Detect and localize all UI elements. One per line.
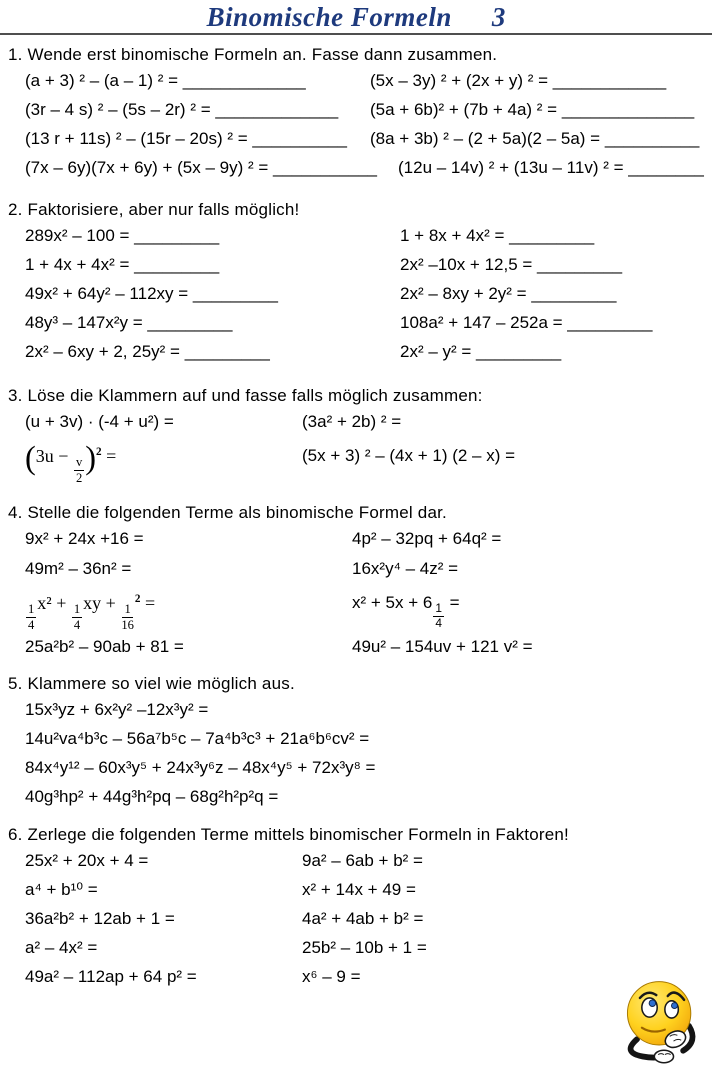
exercise-row [0,338,712,367]
expression-right: 49u² – 154uv + 121 v² = [352,637,533,656]
exercise-row [0,96,712,125]
expression-left: 84x⁴y¹² – 60x³y⁵ + 24x³y⁶z – 48x⁴y⁵ + 72x³y⁸ = [25,758,376,777]
expression-right: 2x² –10x + 12,5 = _________ [400,255,623,274]
expression-right: (5x + 3) ² – (4x + 1) (2 – x) = [302,446,516,465]
exercise-row [0,309,712,338]
expression-right: (12u – 14v) ² + (13u – 11v) ² = ________ [398,158,704,177]
section-3 [0,383,712,486]
exercise-row [0,696,712,725]
expression-left: (a + 3) ² – (a – 1) ² = _____________ [25,71,306,90]
expression-right: 4p² – 32pq + 64q² = [352,529,502,548]
exercise-row [0,408,712,438]
exercise-row [0,934,712,963]
expression-right: 108a² + 147 – 252a = _________ [400,313,653,332]
section-1 [0,42,712,183]
exercise-row [0,963,712,992]
section-heading: 4. Stelle die folgenden Terme als binomische Formel dar. [8,503,447,522]
section-heading: 6. Zerlege die folgenden Terme mittels binomischer Formeln in Faktoren! [8,825,569,844]
expression-right: (5a + 6b)² + (7b + 4a) ² = ______________ [370,100,695,119]
title-text: Binomische Formeln [206,2,452,32]
expression-right: 2x² – 8xy + 2y² = _________ [400,284,617,303]
expression-left: (3u − $\frac{v}{2}$ )$^2$ = [25,440,117,485]
section-rows [0,696,712,812]
exercise-row [0,725,712,754]
expression-right: (3a² + 2b) ² = [302,412,402,431]
expression-left: 36a²b² + 12ab + 1 = [25,909,175,928]
exercise-row [0,438,712,486]
expression-left: (u + 3v) · (-4 + u²) = [25,412,174,431]
expression-right: x⁶ – 9 = [302,967,361,986]
expression-right: 1 + 8x + 4x² = _________ [400,226,595,245]
section-heading: 1. Wende erst binomische Formeln an. Fasse dann zusammen. [8,45,498,64]
expression-right: 9a² – 6ab + b² = [302,851,423,870]
section-6 [0,822,712,992]
exercise-row [0,555,712,585]
expression-left: 49m² – 36n² = [25,559,132,578]
section-4 [0,500,712,663]
expression-left: 2x² – 6xy + 2, 25y² = _________ [25,342,270,361]
expression-left: 15x³yz + 6x²y² –12x³y² = [25,700,209,719]
exercise-row [0,847,712,876]
exercise-row [0,525,712,555]
exercise-row [0,585,712,633]
expression-right: 2x² – y² = _________ [400,342,562,361]
expression-left: (3r – 4 s) ² – (5s – 2r) ² = _____________ [25,100,339,119]
section-rows [0,525,712,663]
exercise-row [0,905,712,934]
expression-left: 1 + 4x + 4x² = _________ [25,255,220,274]
exercise-row [0,783,712,812]
expression-left: a² – 4x² = [25,938,98,957]
expression-left: 49x² + 64y² – 112xy = _________ [25,284,278,303]
expression-right: 4a² + 4ab + b² = [302,909,424,928]
expression-right: (5x – 3y) ² + (2x + y) ² = ____________ [370,71,667,90]
expression-right: 16x²y⁴ – 4z² = [352,559,459,578]
exercise-row [0,754,712,783]
section-heading: 5. Klammere so viel wie möglich aus. [8,674,295,693]
expression-right: x² + 14x + 49 = [302,880,416,899]
exercise-row [0,154,712,183]
expression-left: 48y³ – 147x²y = _________ [25,313,233,332]
expression-left: 14u²va⁴b³c – 56a⁷b⁵c – 7a⁴b³c³ + 21a⁶b⁶cv² = [25,729,370,748]
expression-left: a⁴ + b¹⁰ = [25,880,98,899]
exercise-row [0,633,712,663]
section-5 [0,671,712,812]
section-rows [0,67,712,183]
expression-left: (7x – 6y)(7x + 6y) + (5x – 9y) ² = ___________ [25,158,378,177]
smiley-right-pupil [672,1003,678,1009]
smiley-left-pupil [649,1000,656,1007]
title-divider [0,33,712,35]
expression-left: (13 r + 11s) ² – (15r – 20s) ² = __________ [25,129,347,148]
exercise-row [0,251,712,280]
expression-left: 40g³hp² + 44g³h²pq – 68g²h²p²q = [25,787,279,806]
expression-left: 49a² – 112ap + 64 p² = [25,967,197,986]
section-2 [0,197,712,367]
thinking-emoticon-icon [614,970,710,1070]
section-heading: 3. Löse die Klammern auf und fasse falls möglich zusammen: [8,386,483,405]
expression-left: 9x² + 24x +16 = [25,529,144,548]
section-rows [0,408,712,486]
expression-right: x² + 5x + 6 $\frac{1}{4}$ = [352,593,460,631]
section-heading: 2. Faktorisiere, aber nur falls möglich! [8,200,300,219]
section-rows [0,847,712,992]
expression-left: 25x² + 20x + 4 = [25,851,149,870]
expression-left: 289x² – 100 = _________ [25,226,220,245]
expression-left: 25a²b² – 90ab + 81 = [25,637,184,656]
exercise-row [0,222,712,251]
expression-right: 25b² – 10b + 1 = [302,938,427,957]
exercise-row [0,280,712,309]
page-title [0,0,712,33]
exercise-row [0,67,712,96]
expression-right: (8a + 3b) ² – (2 + 5a)(2 – 5a) = __________ [370,129,700,148]
exercise-row [0,876,712,905]
section-rows [0,222,712,367]
exercise-row [0,125,712,154]
smiley-fist [654,1050,673,1062]
title-number: 3 [491,2,506,32]
expression-left: $\frac{1}{4}$ x² + $\frac{1}{4}$ xy + $\frac{1}{16}$ $^2$ = [28,593,156,632]
